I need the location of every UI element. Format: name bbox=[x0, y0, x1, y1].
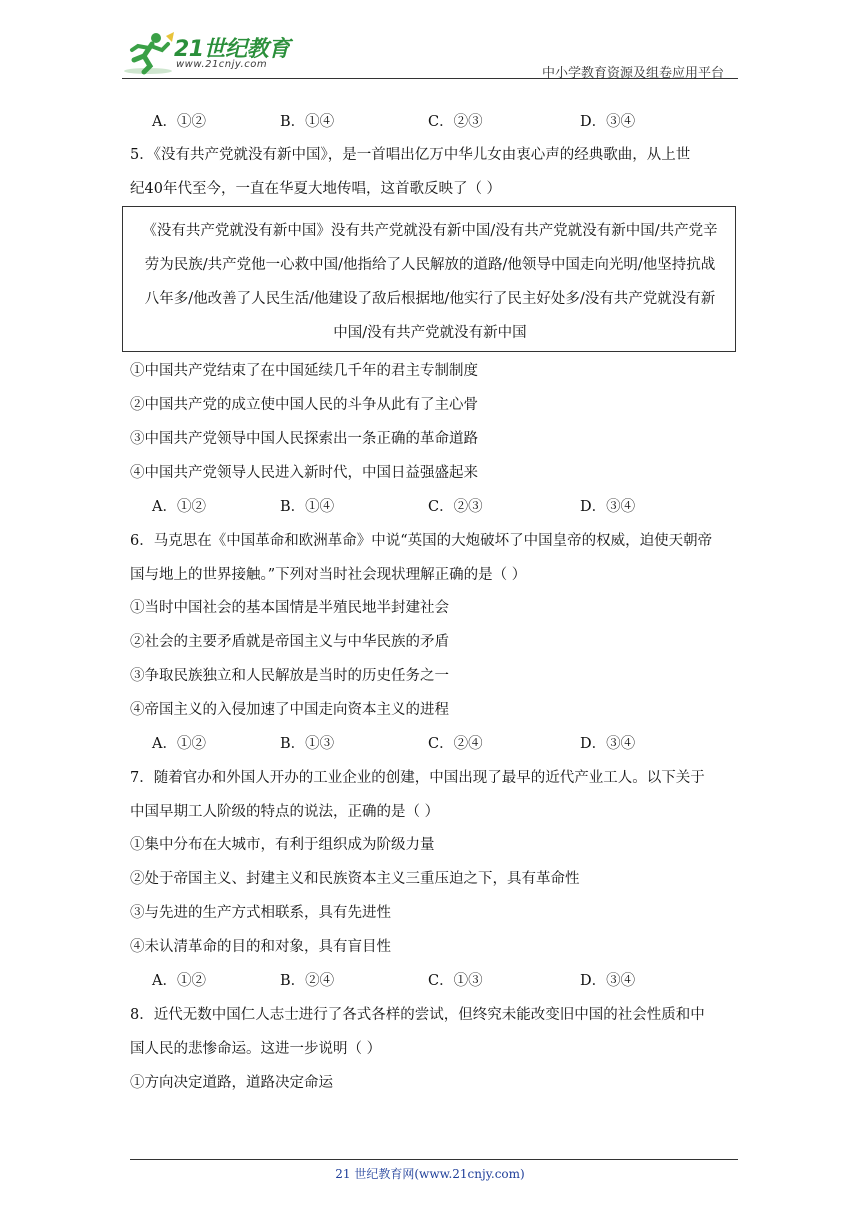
brand-name: 21世纪教育 bbox=[174, 37, 290, 62]
q6-statement-3: ③争取民族独立和人民解放是当时的历史任务之一 bbox=[130, 668, 449, 684]
q5-statement-3: ③中国共产党领导中国人民探索出一条正确的革命道路 bbox=[130, 431, 478, 447]
q8-statement-1: ①方向决定道路，道路决定命运 bbox=[130, 1075, 333, 1091]
q6-option-c[interactable]: C．②④ bbox=[428, 736, 483, 752]
lyrics-line-4: 中国/没有共产党就没有新中国 bbox=[333, 325, 527, 341]
q7-option-c[interactable]: C．①③ bbox=[428, 973, 483, 989]
q7-statement-1: ①集中分布在大城市，有利于组织成为阶级力量 bbox=[130, 837, 435, 853]
q7-option-a[interactable]: A．①② bbox=[152, 973, 206, 989]
footer-source[interactable]: 21 世纪教育网(www.21cnjy.com) bbox=[335, 1167, 525, 1181]
q8-stem-line-2: 国人民的悲惨命运。这进一步说明（ ） bbox=[130, 1041, 382, 1057]
lyrics-line-3: 八年多/他改善了人民生活/他建设了敌后根据地/他实行了民主好处多/没有共产党就没有新 bbox=[144, 291, 716, 307]
lyrics-box bbox=[122, 206, 736, 352]
q5-option-a[interactable]: A．①② bbox=[152, 499, 206, 515]
q7-statement-2: ②处于帝国主义、封建主义和民族资本主义三重压迫之下，具有革命性 bbox=[130, 871, 580, 887]
lyrics-line-2: 劳为民族/共产党他一心救中国/他指给了人民解放的道路/他领导中国走向光明/他坚持抗战 bbox=[144, 257, 716, 273]
q4-option-d[interactable]: D．③④ bbox=[580, 114, 636, 130]
q5-statement-1: ①中国共产党结束了在中国延续几千年的君主专制制度 bbox=[130, 363, 478, 379]
lyrics-line-1: 《没有共产党就没有新中国》没有共产党就没有新中国/没有共产党就没有新中国/共产党辛 bbox=[142, 223, 718, 239]
platform-title: 中小学教育资源及组卷应用平台 bbox=[541, 66, 724, 81]
q7-statement-4: ④未认清革命的目的和对象，具有盲目性 bbox=[130, 939, 391, 955]
q6-statement-4: ④帝国主义的入侵加速了中国走向资本主义的进程 bbox=[130, 702, 449, 718]
q6-option-a[interactable]: A．①② bbox=[152, 736, 206, 752]
q6-stem-line-2: 国与地上的世界接触。”下列对当时社会现状理解正确的是（ ） bbox=[130, 567, 527, 583]
q5-option-b[interactable]: B．①④ bbox=[280, 499, 335, 515]
q5-option-c[interactable]: C．②③ bbox=[428, 499, 483, 515]
q4-options bbox=[152, 112, 712, 132]
q7-option-b[interactable]: B．②④ bbox=[280, 973, 335, 989]
q8-stem-line-1: 8．近代无数中国仁人志士进行了各式各样的尝试，但终究未能改变旧中国的社会性质和中 bbox=[130, 1007, 705, 1023]
runner-icon bbox=[122, 30, 174, 76]
q5-statement-4: ④中国共产党领导人民进入新时代，中国日益强盛起来 bbox=[130, 465, 478, 481]
site-logo[interactable] bbox=[122, 30, 292, 76]
q5-stem-line-2: 纪40年代至今，一直在华夏大地传唱，这首歌反映了（ ） bbox=[130, 181, 502, 197]
q4-option-c[interactable]: C．②③ bbox=[428, 114, 483, 130]
brand-url: www.21cnjy.com bbox=[176, 59, 268, 70]
q4-option-b[interactable]: B．①④ bbox=[280, 114, 335, 130]
q5-options bbox=[152, 497, 712, 517]
page-header bbox=[122, 30, 738, 80]
q4-option-a[interactable]: A．①② bbox=[152, 114, 206, 130]
q6-option-d[interactable]: D．③④ bbox=[580, 736, 636, 752]
q7-stem-line-1: 7．随着官办和外国人开办的工业企业的创建，中国出现了最早的近代产业工人。以下关于 bbox=[130, 770, 705, 786]
header-divider bbox=[122, 78, 738, 79]
q7-stem-line-2: 中国早期工人阶级的特点的说法，正确的是（ ） bbox=[130, 804, 440, 820]
q7-options bbox=[152, 971, 712, 991]
footer-divider bbox=[130, 1159, 738, 1160]
q5-statement-2: ②中国共产党的成立使中国人民的斗争从此有了主心骨 bbox=[130, 397, 478, 413]
q5-option-d[interactable]: D．③④ bbox=[580, 499, 636, 515]
q5-stem-line-1: 5．《没有共产党就没有新中国》，是一首唱出亿万中华儿女由衷心声的经典歌曲，从上世 bbox=[130, 147, 691, 163]
q6-statement-2: ②社会的主要矛盾就是帝国主义与中华民族的矛盾 bbox=[130, 634, 449, 650]
q6-statement-1: ①当时中国社会的基本国情是半殖民地半封建社会 bbox=[130, 600, 449, 616]
q7-option-d[interactable]: D．③④ bbox=[580, 973, 636, 989]
q7-statement-3: ③与先进的生产方式相联系，具有先进性 bbox=[130, 905, 391, 921]
q6-options bbox=[152, 734, 712, 754]
q6-option-b[interactable]: B．①③ bbox=[280, 736, 335, 752]
q6-stem-line-1: 6．马克思在《中国革命和欧洲革命》中说“英国的大炮破坏了中国皇帝的权威，迫使天朝帝 bbox=[130, 533, 713, 549]
